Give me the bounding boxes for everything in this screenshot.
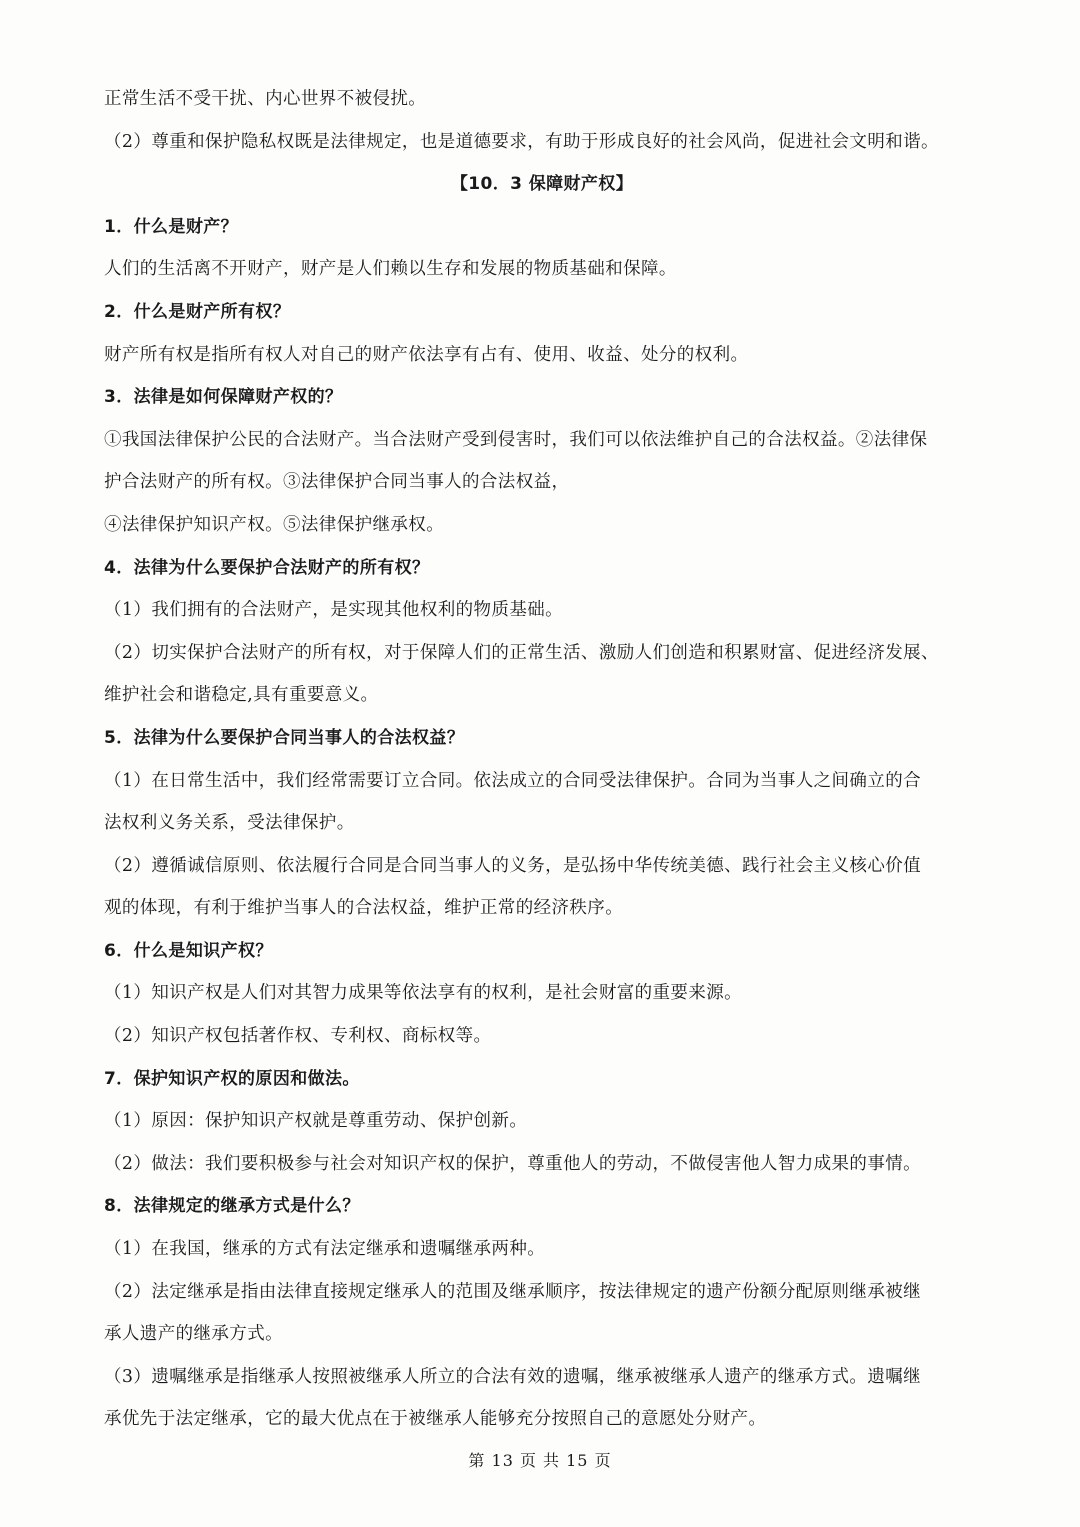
page-footer: 第 13 页 共 15 页	[468, 1451, 612, 1470]
text-line: 承优先于法定继承，它的最大优点在于被继承人能够充分按照自己的意愿处分财产。	[104, 1409, 767, 1430]
text-line: （2）知识产权包括著作权、专利权、商标权等。	[104, 1026, 492, 1047]
page-content	[104, 78, 980, 1441]
text-line: 承人遗产的继承方式。	[104, 1324, 283, 1345]
text-line: （1）知识产权是人们对其智力成果等依法享有的权利，是社会财富的重要来源。	[104, 983, 743, 1004]
text-line: 护合法财产的所有权。③法律保护合同当事人的合法权益，	[104, 472, 570, 493]
question-heading: 3．法律是如何保障财产权的？	[104, 387, 343, 408]
text-line: 维护社会和谐稳定,具有重要意义。	[104, 685, 379, 706]
text-line: （1）我们拥有的合法财产，是实现其他权利的物质基础。	[104, 600, 564, 621]
text-line: 财产所有权是指所有权人对自己的财产依法享有占有、使用、收益、处分的权利。	[104, 344, 749, 365]
text-line: （2）遵循诚信原则、依法履行合同是合同当事人的义务，是弘扬中华传统美德、践行社会主义核心价值	[104, 855, 922, 876]
text-line: ①我国法律保护公民的合法财产。当合法财产受到侵害时，我们可以依法维护自己的合法权益。②法律保	[104, 429, 928, 450]
text-line: 观的体现，有利于维护当事人的合法权益，维护正常的经济秩序。	[104, 898, 624, 919]
question-heading: 6．什么是知识产权？	[104, 940, 273, 961]
text-line: （1）在日常生活中，我们经常需要订立合同。依法成立的合同受法律保护。合同为当事人之间确立的合	[104, 770, 922, 791]
text-line: （2）切实保护合法财产的所有权，对于保障人们的正常生活、激励人们创造和积累财富、促进经济发展、	[104, 642, 939, 663]
text-line: 正常生活不受干扰、内心世界不被侵扰。	[104, 89, 427, 109]
question-heading: 2．什么是财产所有权？	[104, 301, 291, 322]
question-heading: 8．法律规定的继承方式是什么？	[104, 1196, 360, 1217]
text-line: （2）尊重和保护隐私权既是法律规定，也是道德要求，有助于形成良好的社会风尚，促进社会文明和谐。	[104, 131, 939, 152]
question-heading: 7．保护知识产权的原因和做法。	[104, 1068, 360, 1089]
question-heading: 5．法律为什么要保护合同当事人的合法权益？	[104, 727, 465, 748]
text-line: （3）遗嘱继承是指继承人按照被继承人所立的合法有效的遗嘱，继承被继承人遗产的继承方式。遗嘱继	[104, 1366, 922, 1387]
question-heading: 1．什么是财产？	[104, 216, 239, 237]
text-line: ④法律保护知识产权。⑤法律保护继承权。	[104, 514, 445, 535]
text-line: 法权利义务关系，受法律保护。	[104, 813, 355, 834]
text-line: 人们的生活离不开财产，财产是人们赖以生存和发展的物质基础和保障。	[104, 259, 677, 280]
text-line: （2）法定继承是指由法律直接规定继承人的范围及继承顺序，按法律规定的遗产份额分配原则继承被继	[104, 1281, 922, 1302]
text-line: （2）做法：我们要积极参与社会对知识产权的保护，尊重他人的劳动，不做侵害他人智力成果的事情。	[104, 1153, 922, 1174]
text-line: （1）原因：保护知识产权就是尊重劳动、保护创新。	[104, 1111, 528, 1132]
text-line: （1）在我国，继承的方式有法定继承和遗嘱继承两种。	[104, 1239, 546, 1260]
section-heading: 【10．3 保障财产权】	[450, 174, 634, 195]
question-heading: 4．法律为什么要保护合法财产的所有权？	[104, 557, 430, 578]
